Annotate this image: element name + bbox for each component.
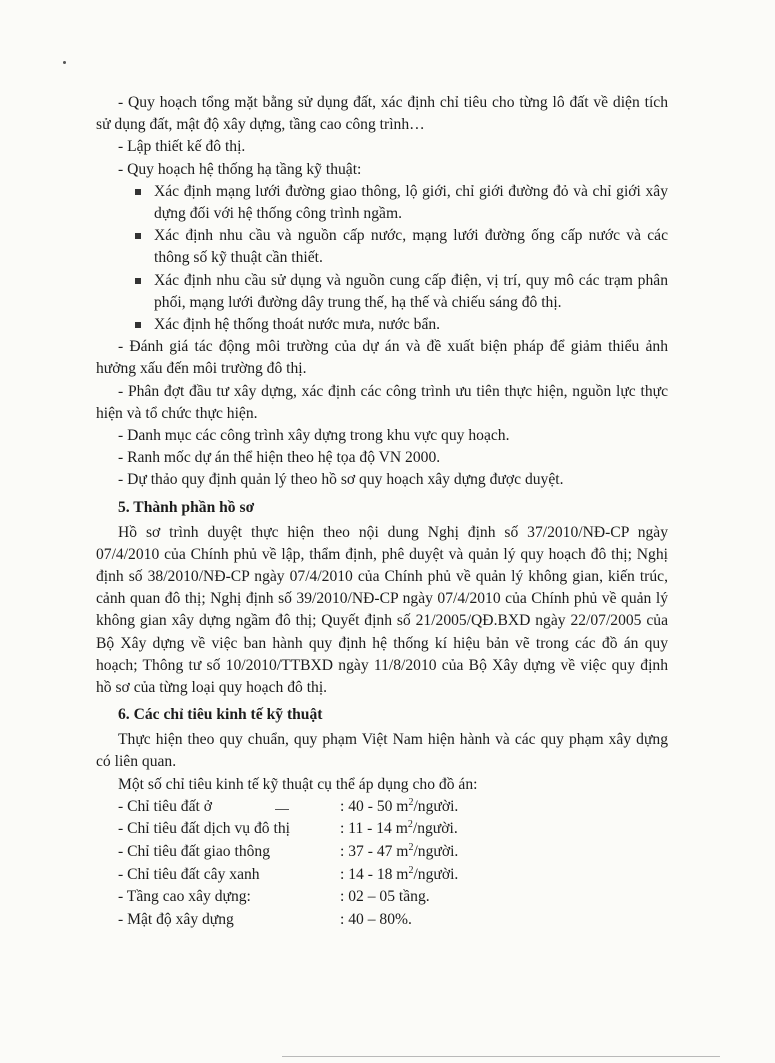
indicator-value: : 40 - 50 $m^2$/người. [340, 796, 459, 815]
indicator-value: : 14 - 18 $m^2$/người. [340, 864, 459, 883]
dash-mark [275, 809, 289, 810]
square-bullet-icon [135, 233, 141, 239]
indicator-row [96, 796, 668, 819]
text-paragraph: - Dự thảo quy định quản lý theo hồ sơ quy hoạch xây dựng được duyệt. [118, 471, 564, 489]
text-paragraph: Thực hiện theo quy chuẩn, quy phạm Việt Nam hiện hành và các quy phạm xây dựng có liên quan. [96, 731, 668, 771]
indicator-label: - Chỉ tiêu đất ở [96, 796, 340, 819]
text-paragraph: - Phân đợt đầu tư xây dựng, xác định các công trình ưu tiên thực hiện, nguồn lực thực hiện và tổ chức thực hiện. [96, 382, 668, 422]
scan-edge-line [282, 1056, 720, 1057]
section-heading: 6. Các chỉ tiêu kinh tế kỹ thuật [118, 706, 323, 724]
text-paragraph: - Danh mục các công trình xây dựng trong khu vực quy hoạch. [118, 427, 510, 445]
indicator-row [96, 886, 668, 909]
list-item-text: Xác định nhu cầu sử dụng và nguồn cung cấp điện, vị trí, quy mô các trạm phân phối, mạng lưới đường dây trung thế, hạ thế và chiếu sáng đô thị. [154, 271, 668, 311]
indicator-label: - Mật độ xây dựng [118, 910, 234, 928]
indicator-value: : 40 – 80%. [340, 910, 412, 928]
text-paragraph: - Đánh giá tác động môi trường của dự án và đề xuất biện pháp để giảm thiểu ảnh hưởng xấu đến môi trường đô thị. [96, 338, 668, 378]
list-item [154, 270, 668, 314]
square-bullet-icon [135, 189, 141, 195]
list-item [154, 181, 668, 225]
scan-speck [63, 61, 66, 64]
text-paragraph: - Quy hoạch tổng mặt bằng sử dụng đất, xác định chỉ tiêu cho từng lô đất về diện tích sử dụng đất, mật độ xây dựng, tầng cao công trình… [96, 94, 668, 134]
text-paragraph: - Lập thiết kế đô thị. [118, 138, 246, 156]
list-item-text: Xác định mạng lưới đường giao thông, lộ giới, chỉ giới đường đỏ và chỉ giới xây dựng đối với hệ thống công trình ngầm. [154, 182, 668, 223]
indicator-row [96, 909, 668, 932]
indicator-label: - Chỉ tiêu đất giao thông [118, 843, 271, 861]
indicator-row [96, 841, 668, 864]
bullet-list [96, 181, 668, 336]
section-heading: 5. Thành phần hồ sơ [118, 498, 255, 516]
indicator-label: - Chỉ tiêu đất cây xanh [118, 865, 260, 883]
square-bullet-icon [135, 278, 141, 284]
indicator-list [96, 796, 668, 932]
list-item-text: Xác định hệ thống thoát nước mưa, nước bẩn. [154, 316, 441, 334]
text-paragraph: - Quy hoạch hệ thống hạ tầng kỹ thuật: [118, 160, 362, 178]
indicator-label: - Chỉ tiêu đất dịch vụ đô thị [118, 820, 290, 838]
list-item [154, 314, 668, 336]
indicator-row [96, 864, 668, 887]
indicator-value: : 02 – 05 tầng. [340, 888, 430, 906]
text-paragraph: Một số chỉ tiêu kinh tế kỹ thuật cụ thể áp dụng cho đồ án: [118, 775, 478, 793]
list-item [154, 225, 668, 269]
indicator-label: - Tầng cao xây dựng: [118, 888, 251, 906]
indicator-value: : 11 - 14 $m^2$/người. [340, 819, 458, 838]
text-paragraph: Hồ sơ trình duyệt thực hiện theo nội dung Nghị định số 37/2010/NĐ-CP ngày 07/4/2010 của Chính phủ về lập, thẩm định, phê duyệt và quản lý quy hoạch đô thị; Nghị định số 38/2010/NĐ-CP ngày 07/4/2010 của Chính phủ về quản lý không gian, kiến trúc, cảnh quan đô thị; Nghị định số 39/2010/NĐ-CP ngày 07/4/2010 của Chính phủ về quản lý không gian xây dựng ngầm đô thị; Quyết định số 21/2005/QĐ.BXD ngày 22/07/2005 của Bộ Xây dựng về việc ban hành quy định hệ thống kí hiệu bản vẽ trong các đồ án quy hoạch; Thông tư số 10/2010/TTBXD ngày 11/8/2010 của Bộ Xây dựng về việc quy định hồ sơ của từng loại quy hoạch đô thị. [96, 523, 668, 697]
indicator-row [96, 818, 668, 841]
document-body [96, 92, 668, 931]
indicator-value: : 37 - 47 $m^2$/người. [340, 841, 459, 861]
square-bullet-icon [135, 322, 141, 328]
text-paragraph: - Ranh mốc dự án thể hiện theo hệ tọa độ VN 2000. [118, 449, 441, 467]
list-item-text: Xác định nhu cầu và nguồn cấp nước, mạng lưới đường ống cấp nước và các thông số kỹ thuật cần thiết. [154, 227, 668, 267]
